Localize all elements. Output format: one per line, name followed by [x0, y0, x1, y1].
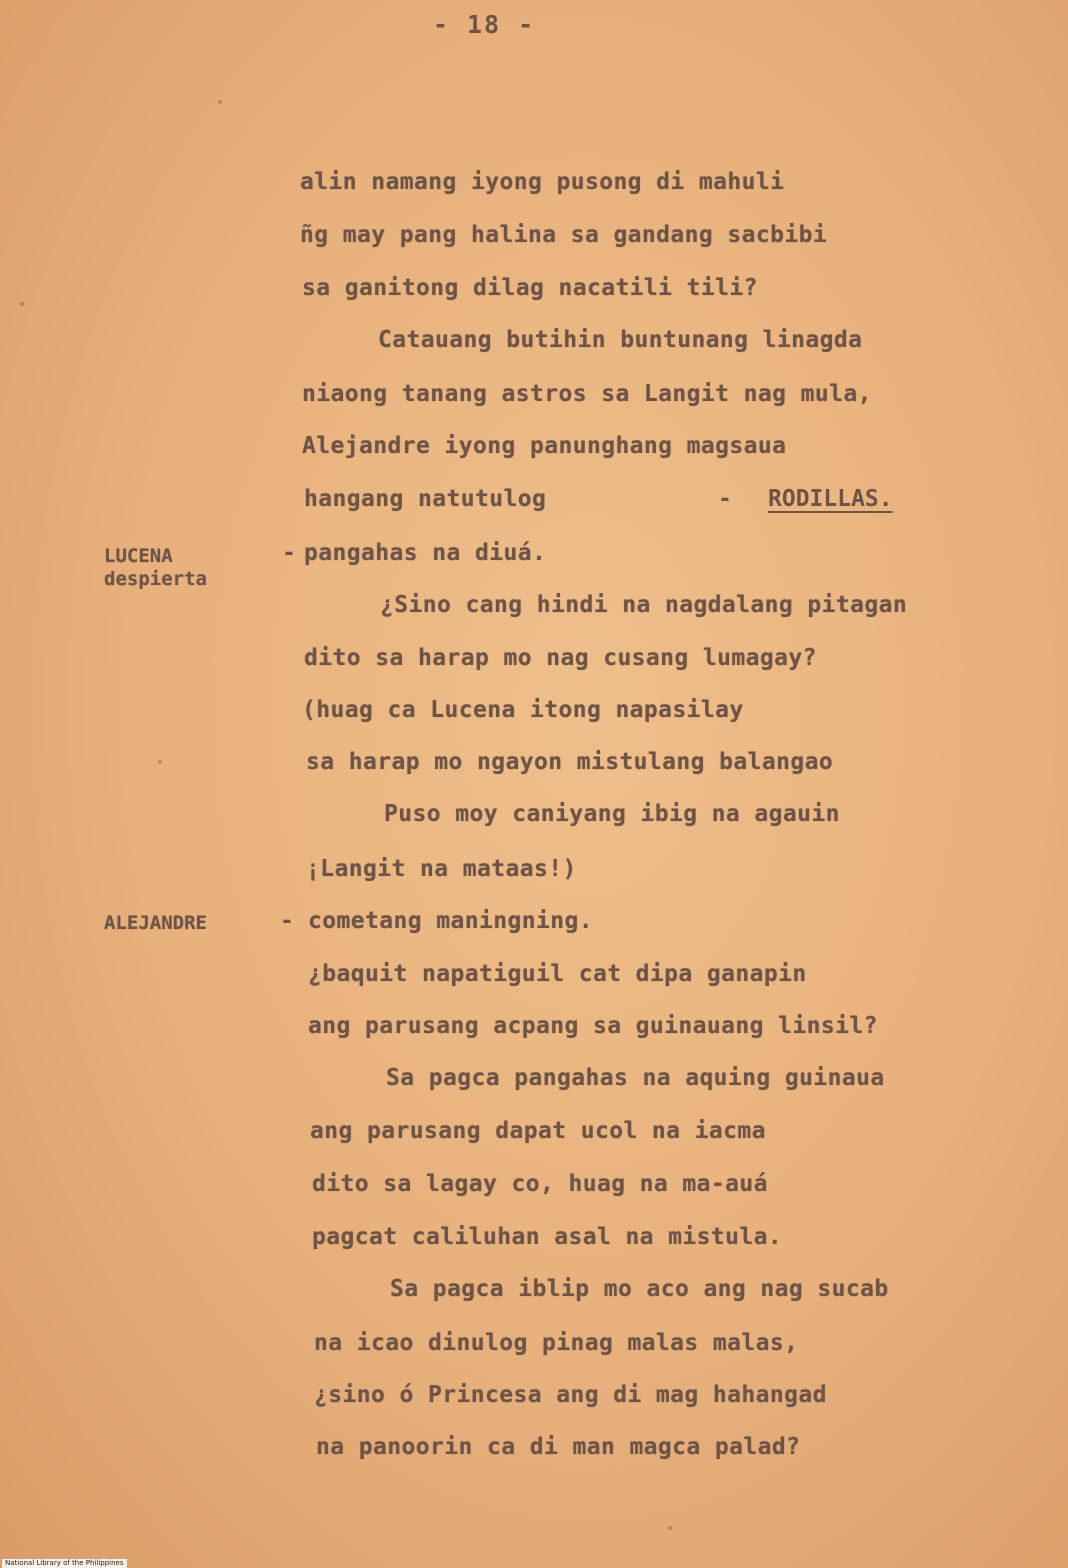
speaker-dash: -	[282, 540, 296, 566]
verse-line: cometang maningning.	[308, 908, 593, 934]
verse-line: hangang natutulog	[304, 486, 547, 512]
verse-line: dito sa lagay co, huag na ma-auá	[312, 1171, 768, 1197]
verse-line: ¿Sino cang hindi na nagdalang pitagan	[380, 592, 908, 618]
verse-line: ñg may pang halina sa gandang sacbibi	[300, 222, 828, 248]
page-number: - 18 -	[432, 10, 536, 39]
paper-speck	[158, 760, 162, 764]
verse-line: alin namang iyong pusong di mahuli	[300, 169, 785, 195]
speaker-lucena: LUCENA	[104, 545, 173, 567]
verse-line: ang parusang acpang sa guinauang linsil?	[308, 1013, 878, 1039]
stage-direction: RODILLAS.	[768, 486, 893, 512]
verse-line: sa harap mo ngayon mistulang balangao	[306, 749, 834, 775]
verse-line: pagcat caliluhan asal na mistula.	[312, 1224, 783, 1250]
verse-line: Puso moy caniyang ibig na agauin	[384, 801, 840, 827]
verse-line: sa ganitong dilag nacatili tili?	[302, 275, 758, 301]
speaker-dash: -	[280, 908, 294, 934]
verse-line: na panoorin ca di man magca palad?	[316, 1434, 801, 1460]
speaker-lucena-note: despierta	[104, 568, 207, 590]
library-credit: National Library of the Philippines	[2, 1559, 127, 1568]
paper-speck	[668, 1526, 672, 1530]
verse-line: ¡Langit na mataas!)	[306, 856, 577, 882]
verse-line: (huag ca Lucena itong napasilay	[302, 697, 744, 723]
verse-line: ¿baquit napatiguil cat dipa ganapin	[308, 961, 807, 987]
verse-line: Sa pagca iblip mo aco ang nag sucab	[390, 1276, 889, 1302]
verse-line: pangahas na diuá.	[304, 540, 547, 566]
speaker-alejandre: ALEJANDRE	[104, 912, 207, 934]
verse-line: Sa pagca pangahas na aquing guinaua	[386, 1065, 885, 1091]
verse-line: dito sa harap mo nag cusang lumagay?	[304, 645, 817, 671]
verse-line: ¿sino ó Princesa ang di mag hahangad	[314, 1382, 827, 1408]
verse-line: ang parusang dapat ucol na iacma	[310, 1118, 766, 1144]
paper-speck	[20, 302, 24, 306]
paper-speck	[218, 100, 222, 104]
verse-line: niaong tanang astros sa Langit nag mula,	[302, 381, 872, 407]
verse-line: Alejandre iyong panunghang magsaua	[302, 433, 787, 459]
verse-line: na icao dinulog pinag malas malas,	[314, 1330, 799, 1356]
verse-line: Catauang butihin buntunang linagda	[378, 327, 863, 353]
speaker-dash: -	[718, 486, 732, 512]
